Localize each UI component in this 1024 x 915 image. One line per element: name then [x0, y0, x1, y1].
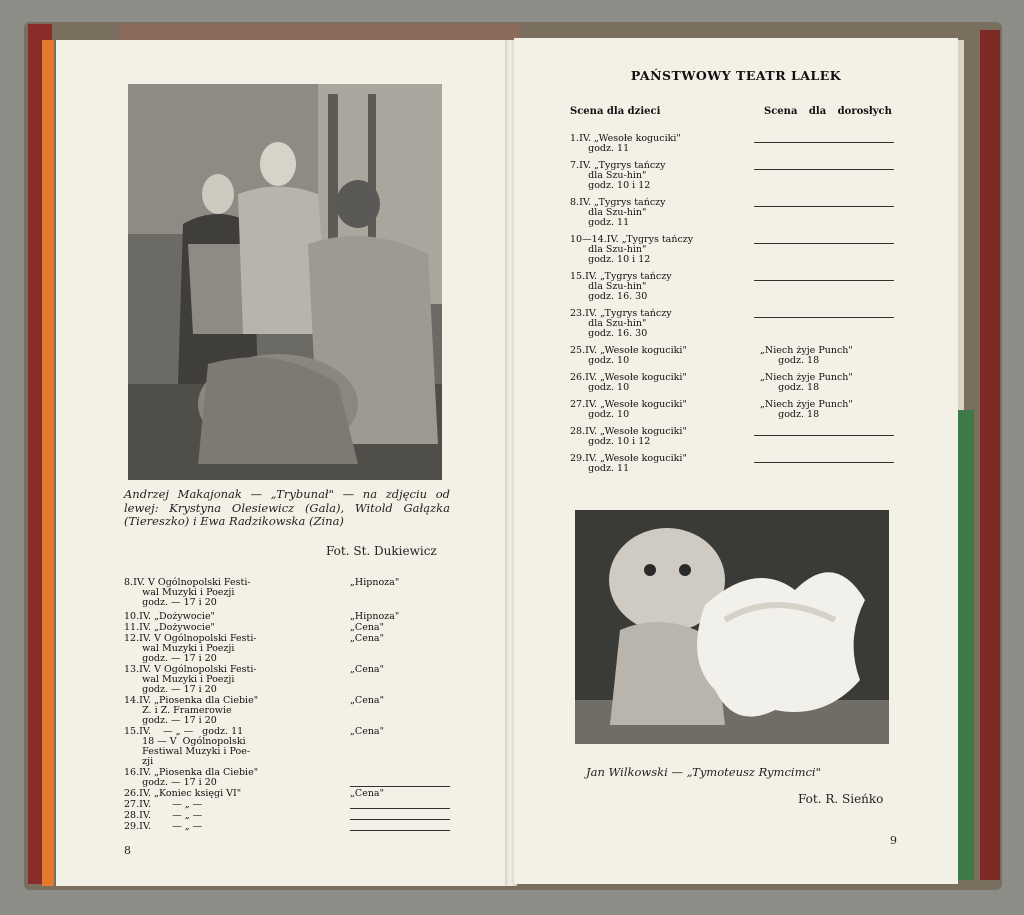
schedule-blank-line	[754, 280, 894, 281]
schedule-blank-line	[754, 206, 894, 207]
schedule-entry-right: „Hipnoza"	[350, 611, 400, 622]
schedule-blank-line	[754, 169, 894, 170]
schedule-entry-right: „Cena"	[350, 664, 384, 675]
col-header-children: Scena dla dzieci	[570, 106, 661, 117]
photo-credit: Fot. St. Dukiewicz	[326, 544, 437, 558]
schedule-entry: 29.IV. „Wesołe koguciki" godz. 11	[570, 453, 687, 474]
schedule-entry: 12.IV. V Ogólnopolski Festi- wal Muzyki i Poezji godz. — 17 i 20	[124, 633, 257, 664]
schedule-entry: 15.IV. — „ — godz. 11 18 — V Ogólnopolski Festiwal Muzyki i Poe- zji	[124, 726, 251, 767]
left-schedule	[124, 577, 454, 832]
schedule-entry-right: „Hipnoza"	[350, 577, 400, 588]
puppet-image	[575, 510, 889, 744]
schedule-entry: 27.IV. „Wesołe koguciki" godz. 10	[570, 399, 687, 420]
schedule-blank-line	[754, 142, 894, 143]
schedule-entry-right: „Niech żyje Punch" godz. 18	[760, 372, 853, 393]
right-page	[514, 38, 958, 884]
bookmark-ribbon	[958, 410, 974, 880]
page-number-left: 8	[124, 844, 131, 857]
schedule-entry: 26.IV. „Wesołe koguciki" godz. 10	[570, 372, 687, 393]
schedule-entry: 10—14.IV. „Tygrys tańczy dla Szu-hin" godz. 10 i 12	[570, 234, 694, 265]
schedule-entry: 27.IV. — „ —	[124, 799, 203, 810]
schedule-entry: 13.IV. V Ogólnopolski Festi- wal Muzyki i Poezji godz. — 17 i 20	[124, 664, 257, 695]
schedule-entry: 28.IV. „Wesołe koguciki" godz. 10 i 12	[570, 426, 687, 447]
schedule-entry-right: „Cena"	[350, 622, 384, 633]
schedule-blank-line	[350, 808, 450, 809]
photo-caption: Andrzej Makajonak — „Trybunał" — na zdjęciu od lewej: Krystyna Olesiewicz (Gala), Witold Gałązka (Tiereszko) i Ewa Radzikowska (Zina)	[124, 487, 450, 528]
cover-right-edge	[980, 30, 1000, 880]
schedule-entry: 23.IV. „Tygrys tańczy dla Szu-hin" godz. 16. 30	[570, 308, 672, 339]
schedule-entry: 8.IV. V Ogólnopolski Festi- wal Muzyki i Poezji godz. — 17 i 20	[124, 577, 251, 608]
schedule-blank-line	[754, 435, 894, 436]
schedule-entry: 29.IV. — „ —	[124, 821, 203, 832]
page-number-right: 9	[890, 834, 897, 847]
page-edge-left	[42, 40, 54, 886]
theater-photo-puppets	[575, 510, 889, 744]
schedule-entry-right: „Cena"	[350, 788, 384, 799]
schedule-entry: 25.IV. „Wesołe koguciki" godz. 10	[570, 345, 687, 366]
schedule-entry: 7.IV. „Tygrys tańczy dla Szu-hin" godz. 10 i 12	[570, 160, 666, 191]
schedule-blank-line	[754, 462, 894, 463]
puppet-caption: Jan Wilkowski — „Tymoteusz Rymcimci"	[586, 765, 821, 779]
theater-title: PAŃSTWOWY TEATR LALEK	[630, 68, 842, 83]
puppet-credit: Fot. R. Sieńko	[798, 792, 884, 806]
schedule-entry: 16.IV. „Piosenka dla Ciebie" godz. — 17 i 20	[124, 767, 259, 788]
schedule-blank-line	[754, 243, 894, 244]
schedule-blank-line	[350, 786, 450, 787]
schedule-entry: 10.IV. „Dożywocie"	[124, 611, 215, 622]
schedule-blank-line	[754, 317, 894, 318]
left-page	[56, 40, 510, 886]
schedule-entry: 8.IV. „Tygrys tańczy dla Szu-hin" godz. 11	[570, 197, 666, 228]
right-schedule	[570, 134, 900, 494]
schedule-entry-right: „Cena"	[350, 695, 384, 706]
schedule-entry-right: „Niech żyje Punch" godz. 18	[760, 345, 853, 366]
col-header-adults: Scena dla dorosłych	[764, 106, 892, 117]
schedule-blank-line	[350, 830, 450, 831]
schedule-blank-line	[350, 819, 450, 820]
schedule-entry: 11.IV. „Dożywocie"	[124, 622, 215, 633]
schedule-entry: 15.IV. „Tygrys tańczy dla Szu-hin" godz. 16. 30	[570, 271, 672, 302]
schedule-entry-right: „Niech żyje Punch" godz. 18	[760, 399, 853, 420]
schedule-entry: 28.IV. — „ —	[124, 810, 203, 821]
schedule-entry: 14.IV. „Piosenka dla Ciebie" Z. i Z. Framerowie godz. — 17 i 20	[124, 695, 259, 726]
schedule-entry: 1.IV. „Wesołe koguciki" godz. 11	[570, 133, 681, 154]
theater-photo-trybunal	[128, 84, 442, 480]
schedule-entry-right: „Cena"	[350, 633, 384, 644]
schedule-entry: 26.IV. „Koniec księgi VI"	[124, 788, 242, 799]
schedule-entry-right: „Cena"	[350, 726, 384, 737]
photo-image	[128, 84, 442, 480]
